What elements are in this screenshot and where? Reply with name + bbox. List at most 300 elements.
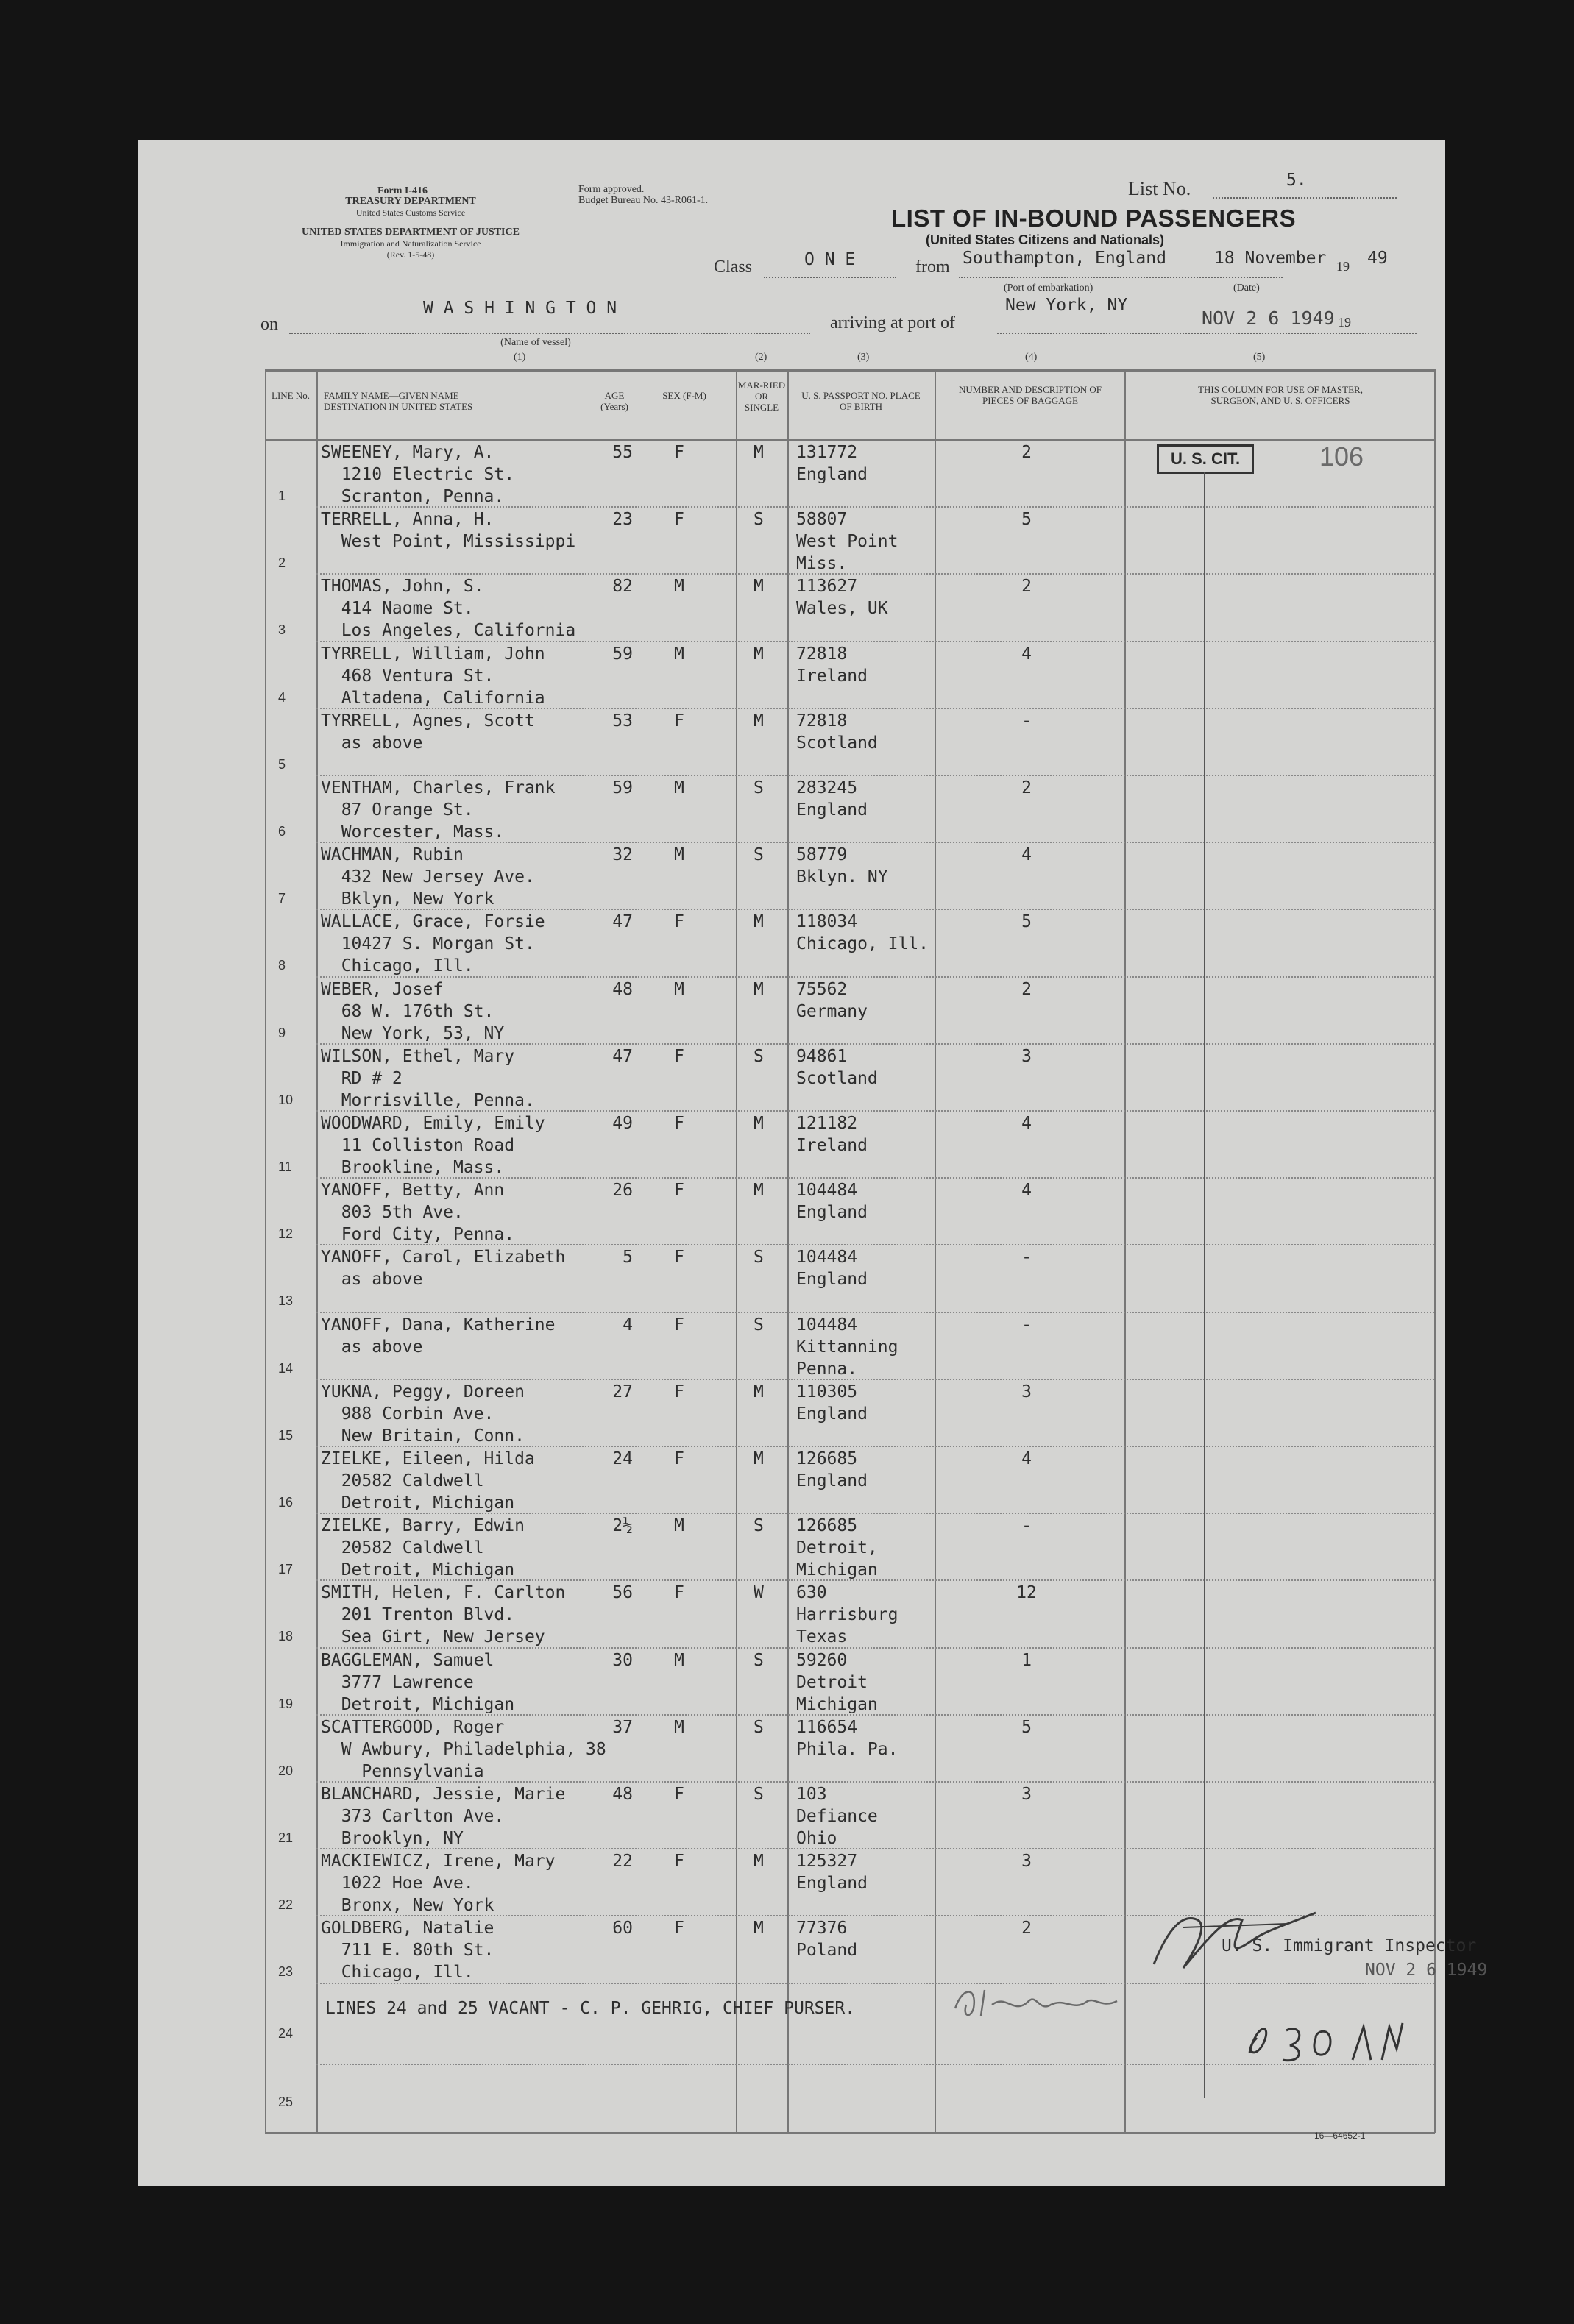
passenger-age: 82	[612, 577, 633, 597]
passenger-marital-status: M	[754, 443, 764, 462]
table-row	[265, 1245, 1435, 1312]
table-row	[265, 1446, 1435, 1513]
passenger-marital-status: S	[754, 1315, 764, 1335]
passenger-sex: F	[674, 1181, 684, 1201]
year-prefix: 19	[1336, 259, 1350, 274]
passenger-sex: M	[674, 644, 684, 664]
place-of-birth: Defiance	[796, 1807, 878, 1826]
table-row	[265, 642, 1435, 708]
line-number: 20	[278, 1763, 294, 1778]
table-row	[265, 1312, 1435, 1379]
passenger-sex: F	[674, 1919, 684, 1939]
passenger-address-line: West Point, Mississippi	[321, 532, 576, 552]
passenger-sex: F	[674, 443, 684, 462]
line-number: 8	[278, 958, 286, 973]
passenger-table	[265, 369, 1488, 2135]
passenger-address-line: Ford City, Penna.	[321, 1225, 515, 1245]
passenger-address-line: 201 Trenton Blvd.	[321, 1605, 515, 1625]
passenger-marital-status: M	[754, 644, 764, 664]
place-of-birth: West Point	[796, 532, 898, 552]
form-number: Form I-416	[377, 185, 428, 196]
place-of-birth: Detroit	[796, 1672, 868, 1692]
table-row	[265, 708, 1435, 775]
place-of-birth: Michigan	[796, 1694, 878, 1714]
table-row	[265, 1379, 1435, 1446]
baggage-count: 4	[1021, 1449, 1032, 1468]
line-number: 12	[278, 1226, 294, 1242]
passenger-marital-status: S	[754, 778, 764, 797]
list-no-value: 5.	[1286, 171, 1307, 190]
passenger-age: 4	[623, 1315, 633, 1335]
passenger-age: 26	[612, 1181, 633, 1201]
passenger-marital-status: M	[754, 912, 764, 932]
us-citizen-stamp: U. S. CIT.	[1157, 444, 1254, 474]
passenger-sex: M	[674, 845, 684, 865]
passport-number: 72818	[796, 711, 848, 731]
place-of-birth: England	[796, 1404, 868, 1424]
passenger-address-line: Bronx, New York	[321, 1896, 494, 1916]
passenger-address-line: 1022 Hoe Ave.	[321, 1874, 474, 1894]
port-embark-caption: (Port of embarkation)	[1004, 282, 1093, 294]
passenger-address-line: Worcester, Mass.	[321, 822, 505, 842]
embarkation-date: 18 November	[1214, 249, 1327, 268]
passenger-marital-status: S	[754, 1516, 764, 1536]
passenger-address-line: Los Angeles, California	[321, 621, 576, 641]
passenger-marital-status: S	[754, 510, 764, 530]
count-stamp: 106	[1319, 441, 1364, 472]
table-row	[265, 1782, 1435, 1849]
passenger-name: SCATTERGOOD, Roger	[321, 1717, 505, 1737]
passenger-sex: F	[674, 711, 684, 731]
table-row	[265, 842, 1435, 909]
passenger-address-line: Sea Girt, New Jersey	[321, 1627, 545, 1647]
line-number: 4	[278, 689, 286, 705]
place-of-birth: Detroit,	[796, 1538, 878, 1558]
line-number: 7	[278, 891, 286, 906]
passenger-age: 5	[623, 1248, 633, 1268]
place-of-birth: Phila. Pa.	[796, 1739, 898, 1759]
line-number: 21	[278, 1830, 294, 1845]
place-of-birth: Poland	[796, 1941, 858, 1961]
form-code: 16—64652-1	[1314, 2131, 1366, 2141]
place-of-birth: England	[796, 1874, 868, 1894]
passenger-name: MACKIEWICZ, Irene, Mary	[321, 1852, 556, 1872]
passenger-sex: M	[674, 1650, 684, 1670]
passenger-sex: M	[674, 577, 684, 597]
table-row	[265, 1715, 1435, 1782]
purser-signature	[948, 1979, 1124, 2023]
passenger-address-line: 10427 S. Morgan St.	[321, 934, 535, 954]
passport-number: 630	[796, 1583, 827, 1603]
passenger-sex: M	[674, 1717, 684, 1737]
passenger-marital-status: M	[754, 979, 764, 999]
passport-number: 72818	[796, 644, 848, 664]
ins-service: Immigration and Naturalization Service	[340, 238, 481, 249]
passenger-age: 49	[612, 1114, 633, 1133]
passport-number: 94861	[796, 1046, 848, 1066]
table-row	[265, 909, 1435, 976]
treasury-dept: TREASURY DEPARTMENT	[345, 196, 476, 207]
passenger-age: 37	[612, 1717, 633, 1737]
passenger-address-line: W Awbury, Philadelphia, 38	[321, 1739, 606, 1759]
passenger-age: 47	[612, 912, 633, 932]
passenger-marital-status: M	[754, 1382, 764, 1401]
passenger-address-line: 803 5th Ave.	[321, 1203, 464, 1223]
passenger-sex: F	[674, 1248, 684, 1268]
passenger-address-line: Chicago, Ill.	[321, 1963, 474, 1983]
passenger-age: 56	[612, 1583, 633, 1603]
baggage-count: 4	[1021, 644, 1032, 664]
place-of-birth: Scotland	[796, 733, 878, 753]
col-num-2: (2)	[755, 352, 767, 363]
passenger-address-line: New York, 53, NY	[321, 1023, 505, 1043]
list-no-label: List No.	[1128, 178, 1191, 199]
passenger-sex: F	[674, 1785, 684, 1804]
line-number: 2	[278, 555, 286, 571]
passport-number: 58807	[796, 510, 848, 530]
line-number: 10	[278, 1092, 294, 1107]
passenger-address-line: as above	[321, 733, 423, 753]
baggage-count: 4	[1021, 845, 1032, 865]
passport-number: 121182	[796, 1114, 858, 1133]
place-of-birth: Kittanning	[796, 1337, 898, 1357]
passport-number: 59260	[796, 1650, 848, 1670]
line-number: 13	[278, 1293, 294, 1309]
baggage-count: 3	[1021, 1382, 1032, 1401]
line-number: 1	[278, 488, 286, 503]
passenger-sex: F	[674, 1046, 684, 1066]
table-row	[265, 440, 1435, 507]
passenger-sex: F	[674, 510, 684, 530]
year-value: 49	[1367, 249, 1388, 268]
baggage-count: 3	[1021, 1852, 1032, 1872]
passenger-sex: F	[674, 912, 684, 932]
passenger-sex: F	[674, 1852, 684, 1872]
passenger-address-line: Detroit, Michigan	[321, 1694, 515, 1714]
passenger-marital-status: S	[754, 1046, 764, 1066]
table-row	[265, 977, 1435, 1044]
baggage-count: 1	[1021, 1650, 1032, 1670]
port-of-embarkation: Southampton, England	[963, 249, 1166, 268]
passenger-age: 59	[612, 644, 633, 664]
revision: (Rev. 1-5-48)	[386, 249, 435, 260]
passenger-age: 30	[612, 1650, 633, 1670]
passenger-name: TYRRELL, William, John	[321, 644, 545, 664]
passenger-name: TERRELL, Anna, H.	[321, 510, 494, 530]
header-officers: THIS COLUMN FOR USE OF MASTER, SURGEON, AND U. S. OFFICERS	[1198, 384, 1363, 406]
col-num-1: (1)	[514, 352, 526, 363]
baggage-count: -	[1021, 1516, 1032, 1536]
baggage-count: -	[1021, 1248, 1032, 1268]
passenger-address-line: 3777 Lawrence	[321, 1672, 474, 1692]
passenger-name: TYRRELL, Agnes, Scott	[321, 711, 535, 731]
line-number: 16	[278, 1495, 294, 1510]
passenger-marital-status: W	[754, 1583, 764, 1603]
baggage-count: -	[1021, 1315, 1032, 1335]
line-number: 11	[278, 1159, 292, 1174]
passenger-name: THOMAS, John, S.	[321, 577, 484, 597]
passenger-address-line: 68 W. 176th St.	[321, 1001, 494, 1021]
passenger-address-line: 468 Ventura St.	[321, 666, 494, 686]
passenger-address-line: RD # 2	[321, 1068, 403, 1088]
page-subtitle: (United States Citizens and Nationals)	[926, 232, 1165, 247]
arriving-label: arriving at port of	[830, 313, 955, 333]
passenger-address-line: 1210 Electric St.	[321, 465, 515, 484]
baggage-count: 4	[1021, 1181, 1032, 1201]
arrival-date-stamp: NOV 2 6 1949	[1202, 308, 1335, 329]
passport-number: 104484	[796, 1248, 858, 1268]
place-of-birth: Ireland	[796, 666, 868, 686]
place-of-birth: Ireland	[796, 1136, 868, 1155]
header-baggage: NUMBER AND DESCRIPTION OF PIECES OF BAGGAGE	[959, 384, 1102, 406]
header-age: AGE (Years)	[600, 390, 628, 412]
passenger-name: SWEENEY, Mary, A.	[321, 443, 494, 462]
passenger-name: WILSON, Ethel, Mary	[321, 1046, 515, 1066]
passenger-name: WOODWARD, Emily, Emily	[321, 1114, 545, 1133]
line-number: 19	[278, 1696, 294, 1711]
passenger-name: BLANCHARD, Jessie, Marie	[321, 1785, 566, 1804]
passenger-age: 47	[612, 1046, 633, 1066]
passenger-name: BAGGLEMAN, Samuel	[321, 1650, 494, 1670]
arrival-year-prefix: 19	[1338, 315, 1351, 330]
col-num-5: (5)	[1253, 352, 1266, 363]
baggage-count: -	[1021, 711, 1032, 731]
line-number: 18	[278, 1629, 294, 1644]
baggage-count: 5	[1021, 912, 1032, 932]
passport-number: 75562	[796, 979, 848, 999]
budget-bureau: Budget Bureau No. 43-R061-1.	[578, 195, 709, 206]
passenger-address-line: 20582 Caldwell	[321, 1538, 484, 1558]
passenger-marital-status: M	[754, 577, 764, 597]
passenger-address-line: 11 Colliston Road	[321, 1136, 515, 1155]
passport-number: 113627	[796, 577, 858, 597]
passenger-sex: F	[674, 1114, 684, 1133]
passenger-sex: M	[674, 1516, 684, 1536]
col-num-3: (3)	[857, 352, 870, 363]
header-line-no: LINE No.	[272, 390, 310, 401]
baggage-count: 5	[1021, 1717, 1032, 1737]
vessel-name: W A S H I N G T O N	[423, 299, 617, 318]
passenger-address-line: 373 Carlton Ave.	[321, 1807, 505, 1826]
passenger-address-line: 432 New Jersey Ave.	[321, 867, 535, 887]
passport-number: 104484	[796, 1315, 858, 1335]
customs-service: United States Customs Service	[355, 207, 466, 218]
baggage-count: 2	[1021, 1919, 1032, 1939]
passport-number: 118034	[796, 912, 858, 932]
header-name: FAMILY NAME—GIVEN NAME DESTINATION IN UNITED STATES	[324, 390, 473, 412]
passenger-marital-status: S	[754, 845, 764, 865]
passenger-sex: F	[674, 1449, 684, 1468]
passport-number: 110305	[796, 1382, 858, 1401]
passport-number: 104484	[796, 1181, 858, 1201]
passenger-address-line: Chicago, Ill.	[321, 956, 474, 976]
place-of-birth: Wales, UK	[796, 599, 888, 619]
class-value: O N E	[804, 250, 856, 269]
passenger-age: 60	[612, 1919, 633, 1939]
line-number: 5	[278, 756, 286, 772]
place-of-birth: Bklyn. NY	[796, 867, 888, 887]
place-of-birth: Michigan	[796, 1560, 878, 1580]
baggage-count: 4	[1021, 1114, 1032, 1133]
vessel-caption: (Name of vessel)	[500, 337, 571, 348]
passenger-address-line: Scranton, Penna.	[321, 487, 505, 506]
passenger-marital-status: M	[754, 1852, 764, 1872]
place-of-birth: Germany	[796, 1001, 868, 1021]
passenger-age: 53	[612, 711, 633, 731]
place-of-birth: England	[796, 465, 868, 484]
passenger-marital-status: M	[754, 1181, 764, 1201]
passenger-marital-status: M	[754, 1919, 764, 1939]
line-number: 22	[278, 1897, 294, 1913]
passenger-sex: M	[674, 979, 684, 999]
baggage-count: 3	[1021, 1785, 1032, 1804]
passenger-marital-status: S	[754, 1650, 764, 1670]
passport-number: 126685	[796, 1516, 858, 1536]
passenger-name: VENTHAM, Charles, Frank	[321, 778, 556, 797]
header-passport: U. S. PASSPORT NO. PLACE OF BIRTH	[801, 390, 921, 412]
passenger-address-line: 988 Corbin Ave.	[321, 1404, 494, 1424]
passenger-age: 48	[612, 1785, 633, 1804]
place-of-birth: Penna.	[796, 1359, 858, 1379]
passenger-name: GOLDBERG, Natalie	[321, 1919, 494, 1939]
passenger-address-line: 414 Naome St.	[321, 599, 474, 619]
line-25: 25	[278, 2094, 294, 2109]
line-number: 15	[278, 1427, 294, 1443]
passenger-name: YUKNA, Peggy, Doreen	[321, 1382, 525, 1401]
vacant-lines-note: LINES 24 and 25 VACANT - C. P. GEHRIG, CHIEF PURSER.	[325, 1999, 856, 2018]
line-number: 6	[278, 824, 286, 839]
passenger-sex: M	[674, 778, 684, 797]
passenger-address-line: New Britain, Conn.	[321, 1426, 525, 1446]
passenger-address-line: Bklyn, New York	[321, 889, 494, 909]
line-number: 23	[278, 1964, 294, 1980]
from-label: from	[915, 257, 950, 277]
passenger-address-line: Brooklyn, NY	[321, 1829, 464, 1848]
place-of-birth: England	[796, 1471, 868, 1490]
passenger-name: SMITH, Helen, F. Carlton	[321, 1583, 566, 1603]
passenger-sex: F	[674, 1382, 684, 1401]
passenger-age: 2½	[612, 1516, 633, 1536]
line-number: 17	[278, 1562, 294, 1577]
place-of-birth: Scotland	[796, 1068, 878, 1088]
baggage-count: 2	[1021, 443, 1032, 462]
passport-number: 116654	[796, 1717, 858, 1737]
date-caption: (Date)	[1233, 282, 1260, 294]
passport-number: 126685	[796, 1449, 858, 1468]
passenger-name: WALLACE, Grace, Forsie	[321, 912, 545, 932]
table-row	[265, 1580, 1435, 1647]
arrival-port: New York, NY	[1005, 296, 1128, 315]
passenger-address-line: Altadena, California	[321, 688, 545, 708]
place-of-birth: England	[796, 800, 868, 820]
time-annotation	[1235, 2008, 1411, 2067]
passenger-address-line: as above	[321, 1270, 423, 1290]
passenger-address-line: Brookline, Mass.	[321, 1158, 505, 1177]
passenger-marital-status: M	[754, 1114, 764, 1133]
place-of-birth: Harrisburg	[796, 1605, 898, 1625]
passenger-name: WACHMAN, Rubin	[321, 845, 464, 865]
table-row	[265, 1044, 1435, 1111]
inspector-date-stamp: NOV 2 6 1949	[1365, 1961, 1488, 1980]
baggage-count: 2	[1021, 577, 1032, 597]
passenger-address-line: Pennsylvania	[321, 1761, 484, 1781]
passenger-name: ZIELKE, Barry, Edwin	[321, 1516, 525, 1536]
passenger-age: 24	[612, 1449, 633, 1468]
table-row	[265, 1178, 1435, 1245]
header-married: MAR-RIED OR SINGLE	[737, 380, 786, 413]
place-of-birth: Ohio	[796, 1829, 837, 1848]
place-of-birth: Miss.	[796, 554, 848, 574]
table-row	[265, 1111, 1435, 1178]
page-title: LIST OF IN-BOUND PASSENGERS	[891, 205, 1297, 232]
place-of-birth: England	[796, 1203, 868, 1223]
passenger-name: YANOFF, Betty, Ann	[321, 1181, 505, 1201]
baggage-count: 12	[1016, 1583, 1037, 1603]
passenger-marital-status: M	[754, 1449, 764, 1468]
table-row	[265, 1513, 1435, 1580]
inspector-signature	[1139, 1898, 1330, 1986]
passenger-age: 23	[612, 510, 633, 530]
baggage-count: 5	[1021, 510, 1032, 530]
place-of-birth: Chicago, Ill.	[796, 934, 929, 954]
passenger-age: 32	[612, 845, 633, 865]
place-of-birth: England	[796, 1270, 868, 1290]
passport-number: 77376	[796, 1919, 848, 1939]
line-24: 24	[278, 2026, 294, 2041]
passport-number: 58779	[796, 845, 848, 865]
passenger-address-line: as above	[321, 1337, 423, 1357]
passport-number: 103	[796, 1785, 827, 1804]
passenger-address-line: Detroit, Michigan	[321, 1560, 515, 1580]
table-row	[265, 507, 1435, 574]
class-label: Class	[714, 257, 753, 277]
line-number: 3	[278, 622, 286, 638]
table-row	[265, 775, 1435, 842]
passenger-age: 22	[612, 1852, 633, 1872]
passenger-address-line: 20582 Caldwell	[321, 1471, 484, 1490]
passenger-name: ZIELKE, Eileen, Hilda	[321, 1449, 535, 1468]
table-row	[265, 1648, 1435, 1715]
passenger-name: YANOFF, Carol, Elizabeth	[321, 1248, 566, 1268]
baggage-count: 3	[1021, 1046, 1032, 1066]
passport-number: 131772	[796, 443, 858, 462]
passenger-address-line: 711 E. 80th St.	[321, 1941, 494, 1961]
manifest-page	[138, 140, 1488, 2186]
baggage-count: 2	[1021, 979, 1032, 999]
passenger-name: WEBER, Josef	[321, 979, 444, 999]
passenger-marital-status: M	[754, 711, 764, 731]
passenger-address-line: 87 Orange St.	[321, 800, 474, 820]
passenger-sex: F	[674, 1583, 684, 1603]
passenger-marital-status: S	[754, 1248, 764, 1268]
passenger-age: 48	[612, 979, 633, 999]
passport-number: 125327	[796, 1852, 858, 1872]
inspector-title: U. S. Immigrant Inspector	[1222, 1936, 1477, 1955]
passenger-address-line: Morrisville, Penna.	[321, 1090, 535, 1110]
justice-dept: UNITED STATES DEPARTMENT OF JUSTICE	[302, 227, 520, 238]
passenger-marital-status: S	[754, 1785, 764, 1804]
table-row	[265, 574, 1435, 641]
passenger-age: 59	[612, 778, 633, 797]
header-sex: SEX (F-M)	[662, 390, 706, 401]
baggage-count: 2	[1021, 778, 1032, 797]
form-approved: Form approved.	[578, 184, 645, 195]
passenger-marital-status: S	[754, 1717, 764, 1737]
passenger-age: 27	[612, 1382, 633, 1401]
place-of-birth: Texas	[796, 1627, 848, 1647]
on-label: on	[260, 315, 278, 334]
line-number: 9	[278, 1025, 286, 1040]
